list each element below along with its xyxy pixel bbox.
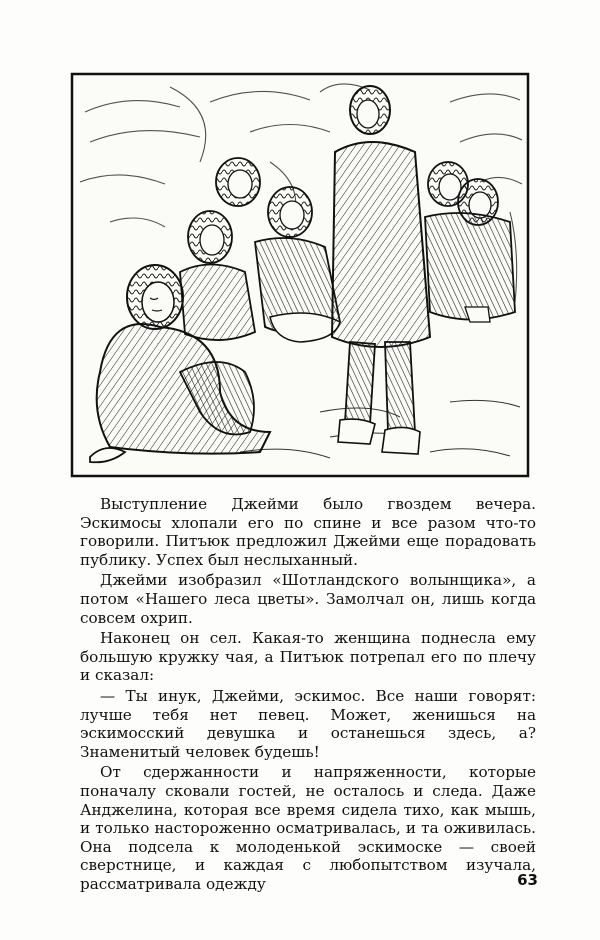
paragraph: Джейми изобразил «Шотландского волынщика», а потом «Нашего леса цветы». Замолчал он, лишь когда совсем охрип. <box>80 571 536 627</box>
page-number: 63 <box>517 871 538 889</box>
paragraph: Наконец он сел. Какая-то женщина поднесла ему большую кружку чая, а Питъюк потрепал его по плечу и сказал: <box>80 629 536 685</box>
body-text <box>80 495 536 895</box>
paragraph: Выступление Джейми было гвоздем вечера. Эскимосы хлопали его по спине и все разом что-то говорили. Питъюк предложил Джейми еще порадовать публику. Успех был неслыханный. <box>80 495 536 569</box>
dialogue-paragraph: — Ты инук, Джейми, эскимос. Все наши говорят: лучше тебя нет певец. Может, женишься на эскимосский девушка и останешься здесь, а? Знаменитый человек будешь! <box>80 686 536 761</box>
paragraph: От сдержанности и напряженности, которые поначалу сковали гостей, не осталось и следа. Даже Анджелина, которая все время сидела тихо, как мышь, и только настороженно осматривалась, и та оживилась. Она подсела к молоденькой эскимоске — своей сверстнице, и каждая с любопытством изучала, рассматривала одежду <box>80 763 536 893</box>
eskimo-gathering-illustration <box>70 72 530 478</box>
